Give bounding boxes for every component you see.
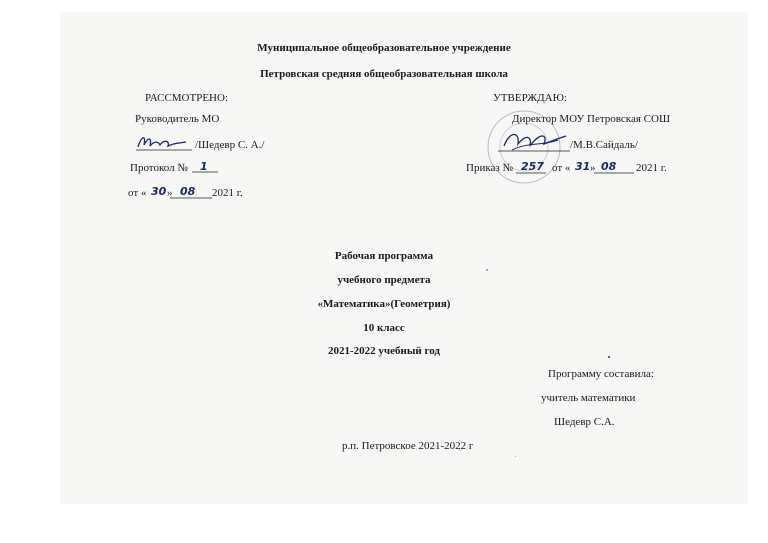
- grade-line: 10 класс: [363, 322, 405, 334]
- left-date-day: 30: [151, 185, 167, 198]
- subject-name: «Математика»(Геометрия): [317, 298, 451, 310]
- reviewed-label: РАССМОТРЕНО:: [145, 92, 229, 104]
- left-date-underline: [170, 196, 212, 200]
- director-name: /М.В.Сайдаль/: [570, 139, 638, 151]
- school-name-heading: Петровская средняя общеобразовательная школа: [260, 68, 508, 80]
- right-date-underline: [594, 171, 634, 175]
- compiler-name: Шедевр С.А.: [554, 416, 615, 428]
- mo-head-role: Руководитель МО: [135, 113, 220, 125]
- director-signature: [498, 126, 570, 156]
- left-date-month: 08: [180, 185, 196, 198]
- right-date-day: 31: [575, 160, 591, 173]
- left-date-close: »: [167, 187, 173, 199]
- right-date-prefix: от «: [552, 162, 571, 174]
- protocol-number: 1: [200, 160, 208, 173]
- place-and-year: р.п. Петровское 2021-2022 г: [342, 440, 474, 452]
- order-underline: [516, 171, 546, 175]
- school-type-heading: Муниципальное общеобразовательное учреждение: [257, 42, 511, 54]
- approve-label: УТВЕРЖДАЮ:: [493, 92, 567, 104]
- scan-speck: [608, 356, 610, 358]
- program-title: Рабочая программа: [334, 250, 434, 262]
- scan-speck: [515, 456, 516, 457]
- mo-head-signature: [134, 133, 194, 155]
- right-date-month: 08: [601, 160, 617, 173]
- subject-line: учебного предмета: [337, 274, 431, 286]
- order-label: Приказ №: [466, 162, 513, 174]
- compiler-label: Программу составила:: [548, 368, 654, 380]
- left-date-year: 2021 г.: [212, 187, 243, 199]
- protocol-underline: [192, 170, 218, 174]
- compiler-position: учитель математики: [541, 392, 636, 404]
- order-number: 257: [521, 160, 544, 173]
- protocol-label: Протокол №: [130, 162, 188, 174]
- director-role: Директор МОУ Петровская СОШ: [512, 113, 671, 125]
- left-date-prefix: от «: [128, 187, 147, 199]
- mo-head-name: /Шедевр С. А./: [195, 139, 265, 151]
- right-date-year: 2021 г.: [636, 162, 667, 174]
- right-date-close: »: [590, 162, 596, 174]
- school-year-line: 2021-2022 учебный год: [328, 345, 440, 357]
- scan-speck: [486, 269, 488, 271]
